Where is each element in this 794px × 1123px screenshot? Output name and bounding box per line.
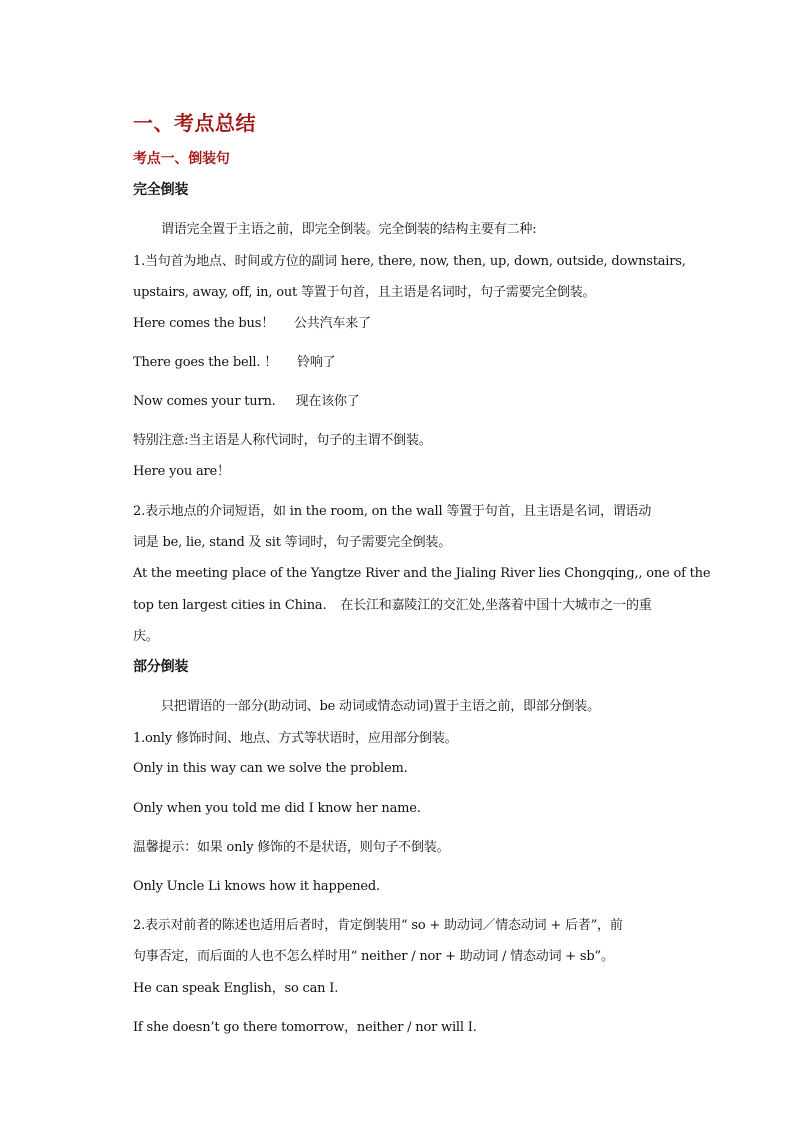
- partial-rule2-line2: 句事否定，而后面的人也不怎么样时用“ neither / nor + 助动词 / 情态动词 + sb”。: [133, 949, 614, 964]
- subheading-full-inversion: 完全倒装: [133, 182, 189, 198]
- example-line: He can speak English，so can I.: [133, 981, 339, 996]
- example-line: At the meeting place of the Yangtze River and the Jialing River lies Chongqing,, one of the: [133, 566, 711, 581]
- warm-tip: 温馨提示：如果 only 修饰的不是状语，则句子不倒装。: [133, 840, 450, 855]
- example-chinese: 公共汽车来了: [294, 316, 371, 331]
- example-line: If she doesn’t go there tomorrow，neither / nor will I.: [133, 1020, 477, 1035]
- full-rule1-line1: 1.当句首为地点、时间或方位的副词 here, there, now, then, up, down, outside, downstairs,: [133, 254, 686, 269]
- full-rule2-line2: 词是 be, lie, stand 及 sit 等词时，句子需要完全倒装。: [133, 535, 452, 550]
- example-chinese: 铃响了: [297, 355, 336, 370]
- full-inversion-intro: 谓语完全置于主语之前，即完全倒装。完全倒装的结构主要有二种:: [161, 222, 537, 237]
- example-chinese: 在长江和嘉陵江的交汇处,坐落着中国十大城市之一的重: [340, 598, 652, 613]
- example-english: Here comes the bus！: [133, 316, 274, 331]
- partial-rule2-line1: 2.表示对前者的陈述也适用后者时，肯定倒装用“ so + 助动词／情态动词 + 后者”，前: [133, 918, 623, 933]
- example-english: There goes the bell. ！: [133, 355, 278, 370]
- example-line: Here you are！: [133, 464, 230, 479]
- example-line: [133, 597, 652, 615]
- example-line: Only Uncle Li knows how it happened.: [133, 879, 380, 894]
- example-line: 庆。: [133, 629, 159, 644]
- partial-rule1: 1.only 修饰时间、地点、方式等状语时，应用部分倒装。: [133, 731, 458, 746]
- full-rule1-line2: upstairs, away, off, in, out 等置于句首，且主语是名词时，句子需要完全倒装。: [133, 285, 596, 300]
- example-line: [133, 393, 360, 411]
- example-chinese: 现在该你了: [295, 394, 360, 409]
- full-rule2-line1: 2.表示地点的介词短语，如 in the room, on the wall 等置于句首，且主语是名词，谓语动: [133, 504, 652, 519]
- example-line: Only in this way can we solve the problem.: [133, 761, 408, 776]
- section-heading-inversion: 考点一、倒装句: [133, 151, 230, 167]
- subheading-partial-inversion: 部分倒装: [133, 659, 189, 675]
- example-line: [133, 354, 335, 372]
- special-note: 特别注意:当主语是人称代词时，句子的主谓不倒装。: [133, 433, 432, 448]
- example-english: top ten largest cities in China.: [133, 598, 327, 613]
- example-line: Only when you told me did I know her name.: [133, 801, 421, 816]
- partial-inversion-intro: 只把谓语的一部分(助动词、be 动词或情态动词)置于主语之前，即部分倒装。: [161, 699, 600, 714]
- page-title: 一、考点总结: [133, 111, 256, 135]
- example-english: Now comes your turn.: [133, 394, 276, 409]
- example-line: [133, 315, 371, 333]
